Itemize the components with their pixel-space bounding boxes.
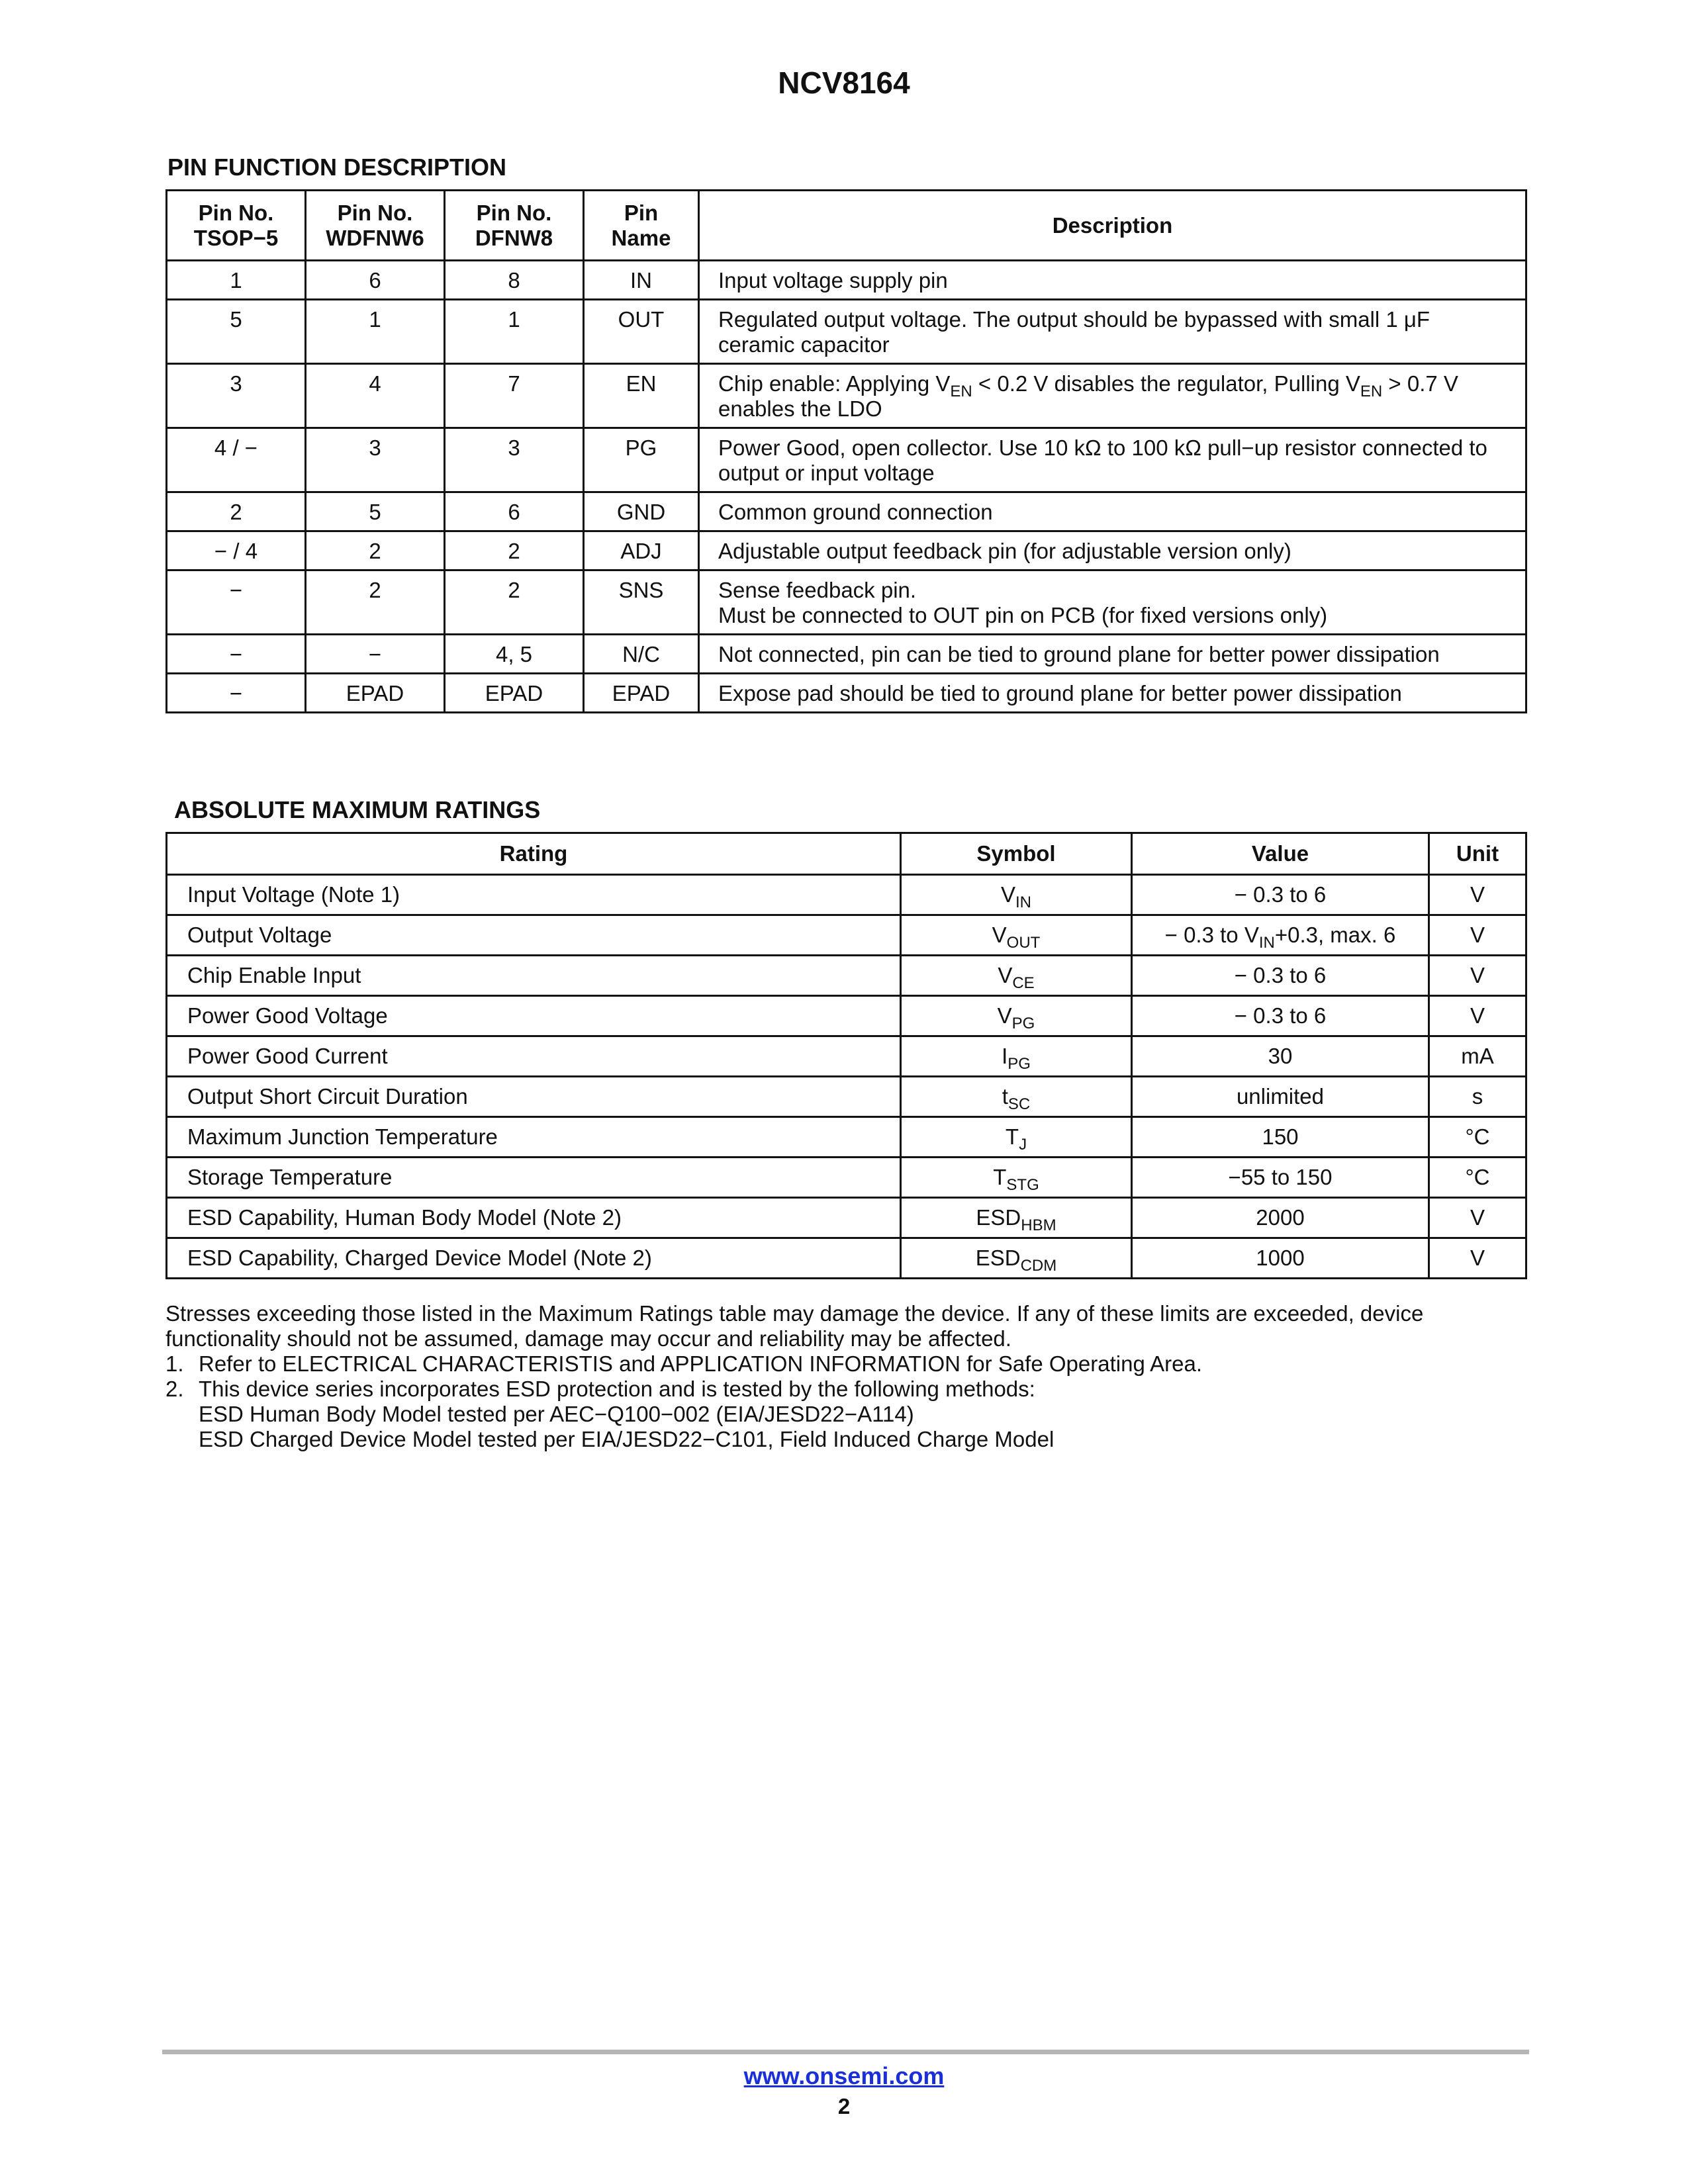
cell-dfn: 3 xyxy=(445,428,584,492)
cell-value: − 0.3 to 6 xyxy=(1132,996,1429,1036)
cell-symbol: $t_{SC}$ xyxy=(901,1077,1132,1117)
column-header-unit: Unit xyxy=(1429,833,1526,875)
cell-pin-name: EPAD xyxy=(584,674,699,713)
column-header-rating: Rating xyxy=(167,833,901,875)
cell-unit: V xyxy=(1429,915,1526,956)
cell-wdfn: 3 xyxy=(306,428,445,492)
note-2-detail-hbm: ESD Human Body Model tested per AEC−Q100−002 (EIA/JESD22−A114) xyxy=(199,1402,914,1426)
cell-pin-name: PG xyxy=(584,428,699,492)
cell-dfn: 8 xyxy=(445,261,584,300)
table-row xyxy=(167,956,1526,996)
cell-pin-name: N/C xyxy=(584,635,699,674)
pin-function-heading: PIN FUNCTION DESCRIPTION xyxy=(167,154,507,181)
cell-wdfn: − xyxy=(306,635,445,674)
table-row xyxy=(167,428,1526,492)
cell-pin-name: GND xyxy=(584,492,699,531)
cell-wdfn: 4 xyxy=(306,364,445,428)
pin-function-table xyxy=(165,189,1527,713)
cell-wdfn: EPAD xyxy=(306,674,445,713)
cell-rating: ESD Capability, Charged Device Model (Note 2) xyxy=(167,1238,901,1279)
cell-description: Power Good, open collector. Use 10 kΩ to 100 kΩ pull−up resistor connected to output or input voltage xyxy=(699,428,1526,492)
cell-description: Expose pad should be tied to ground plane for better power dissipation xyxy=(699,674,1526,713)
cell-wdfn: 5 xyxy=(306,492,445,531)
note-2-detail-cdm: ESD Charged Device Model tested per EIA/JESD22−C101, Field Induced Charge Model xyxy=(199,1427,1055,1451)
table-row xyxy=(167,996,1526,1036)
footer-divider xyxy=(162,2050,1529,2054)
cell-value: − 0.3 to $V_{IN}+0.3$, max. 6 xyxy=(1132,915,1429,956)
cell-wdfn: 6 xyxy=(306,261,445,300)
column-header: Description xyxy=(699,191,1526,261)
cell-tsop: − / 4 xyxy=(167,531,306,570)
table-row xyxy=(167,531,1526,570)
cell-dfn: 6 xyxy=(445,492,584,531)
column-header: Pin No. TSOP−5 xyxy=(167,191,306,261)
cell-unit: s xyxy=(1429,1077,1526,1117)
cell-description: Adjustable output feedback pin (for adjustable version only) xyxy=(699,531,1526,570)
table-row xyxy=(167,1238,1526,1279)
cell-symbol: $V_{CE}$ xyxy=(901,956,1132,996)
cell-dfn: 7 xyxy=(445,364,584,428)
table-row xyxy=(167,364,1526,428)
cell-symbol: $V_{OUT}$ xyxy=(901,915,1132,956)
note-1: 1. Refer to ELECTRICAL CHARACTERISTIS and APPLICATION INFORMATION for Safe Operating Area. xyxy=(165,1351,1203,1376)
cell-symbol: $V_{IN}$ xyxy=(901,875,1132,915)
cell-description: Sense feedback pin. Must be connected to OUT pin on PCB (for fixed versions only) xyxy=(699,570,1526,635)
column-header: Pin No. DFNW8 xyxy=(445,191,584,261)
cell-wdfn: 1 xyxy=(306,300,445,364)
table-header-row xyxy=(167,191,1526,261)
cell-value: 150 xyxy=(1132,1117,1429,1158)
cell-dfn: 2 xyxy=(445,531,584,570)
cell-unit: V xyxy=(1429,996,1526,1036)
table-row xyxy=(167,1158,1526,1198)
cell-pin-name: EN xyxy=(584,364,699,428)
column-header-value: Value xyxy=(1132,833,1429,875)
cell-tsop: − xyxy=(167,635,306,674)
cell-value: 30 xyxy=(1132,1036,1429,1077)
column-header: Pin No. WDFNW6 xyxy=(306,191,445,261)
table-row xyxy=(167,915,1526,956)
cell-description: Chip enable: Applying $V_{EN} < 0.2$ V disables the regulator, Pulling $V_{EN} > 0.7$ V enables the LDO xyxy=(699,364,1526,428)
cell-pin-name: OUT xyxy=(584,300,699,364)
table-row xyxy=(167,570,1526,635)
cell-dfn: EPAD xyxy=(445,674,584,713)
cell-description: Regulated output voltage. The output should be bypassed with small 1 μF ceramic capacitor xyxy=(699,300,1526,364)
table-row xyxy=(167,1198,1526,1238)
cell-tsop: 4 / − xyxy=(167,428,306,492)
absolute-maximum-ratings-table xyxy=(165,832,1527,1279)
cell-tsop: 3 xyxy=(167,364,306,428)
cell-unit: V xyxy=(1429,956,1526,996)
note-2: 2. This device series incorporates ESD protection and is tested by the following methods: xyxy=(165,1377,1035,1401)
cell-rating: Input Voltage (Note 1) xyxy=(167,875,901,915)
cell-tsop: 2 xyxy=(167,492,306,531)
cell-symbol: $T_J$ xyxy=(901,1117,1132,1158)
abs-max-heading: ABSOLUTE MAXIMUM RATINGS xyxy=(174,796,541,823)
table-row xyxy=(167,300,1526,364)
cell-rating: Power Good Current xyxy=(167,1036,901,1077)
cell-symbol: $ESD_{HBM}$ xyxy=(901,1198,1132,1238)
cell-symbol: $T_{STG}$ xyxy=(901,1158,1132,1198)
cell-dfn: 2 xyxy=(445,570,584,635)
table-row xyxy=(167,875,1526,915)
cell-pin-name: IN xyxy=(584,261,699,300)
cell-value: 1000 xyxy=(1132,1238,1429,1279)
cell-rating: Power Good Voltage xyxy=(167,996,901,1036)
column-header: Pin Name xyxy=(584,191,699,261)
cell-rating: Output Voltage xyxy=(167,915,901,956)
cell-rating: ESD Capability, Human Body Model (Note 2) xyxy=(167,1198,901,1238)
page-title: NCV8164 xyxy=(778,66,910,100)
cell-wdfn: 2 xyxy=(306,531,445,570)
cell-description: Common ground connection xyxy=(699,492,1526,531)
cell-tsop: 1 xyxy=(167,261,306,300)
cell-rating: Maximum Junction Temperature xyxy=(167,1117,901,1158)
cell-rating: Output Short Circuit Duration xyxy=(167,1077,901,1117)
table-row xyxy=(167,635,1526,674)
stress-note: Stresses exceeding those listed in the Maximum Ratings table may damage the device. If any of these limits are exceeded, device functionality should not be assumed, damage may occur and reliability may be affected. xyxy=(165,1301,1424,1351)
cell-dfn: 4, 5 xyxy=(445,635,584,674)
table-header-row xyxy=(167,833,1526,875)
cell-pin-name: SNS xyxy=(584,570,699,635)
cell-symbol: $V_{PG}$ xyxy=(901,996,1132,1036)
cell-value: − 0.3 to 6 xyxy=(1132,956,1429,996)
column-header-symbol: Symbol xyxy=(901,833,1132,875)
footer-website-link[interactable]: www.onsemi.com xyxy=(743,2062,945,2089)
cell-value: −55 to 150 xyxy=(1132,1158,1429,1198)
cell-description: Input voltage supply pin xyxy=(699,261,1526,300)
table-row xyxy=(167,1036,1526,1077)
cell-unit: mA xyxy=(1429,1036,1526,1077)
ratings-notes xyxy=(165,1301,1536,1452)
cell-description: Not connected, pin can be tied to ground plane for better power dissipation xyxy=(699,635,1526,674)
page-number: 2 xyxy=(837,2094,851,2118)
cell-unit: V xyxy=(1429,1198,1526,1238)
cell-symbol: $I_{PG}$ xyxy=(901,1036,1132,1077)
cell-rating: Chip Enable Input xyxy=(167,956,901,996)
cell-value: − 0.3 to 6 xyxy=(1132,875,1429,915)
table-row xyxy=(167,261,1526,300)
cell-unit: °C xyxy=(1429,1158,1526,1198)
cell-tsop: 5 xyxy=(167,300,306,364)
table-row xyxy=(167,1077,1526,1117)
cell-value: 2000 xyxy=(1132,1198,1429,1238)
cell-value: unlimited xyxy=(1132,1077,1429,1117)
cell-dfn: 1 xyxy=(445,300,584,364)
cell-unit: °C xyxy=(1429,1117,1526,1158)
cell-unit: V xyxy=(1429,1238,1526,1279)
cell-wdfn: 2 xyxy=(306,570,445,635)
cell-rating: Storage Temperature xyxy=(167,1158,901,1198)
cell-symbol: $ESD_{CDM}$ xyxy=(901,1238,1132,1279)
table-row xyxy=(167,674,1526,713)
table-row xyxy=(167,492,1526,531)
cell-tsop: − xyxy=(167,570,306,635)
table-row xyxy=(167,1117,1526,1158)
cell-pin-name: ADJ xyxy=(584,531,699,570)
cell-tsop: − xyxy=(167,674,306,713)
cell-unit: V xyxy=(1429,875,1526,915)
